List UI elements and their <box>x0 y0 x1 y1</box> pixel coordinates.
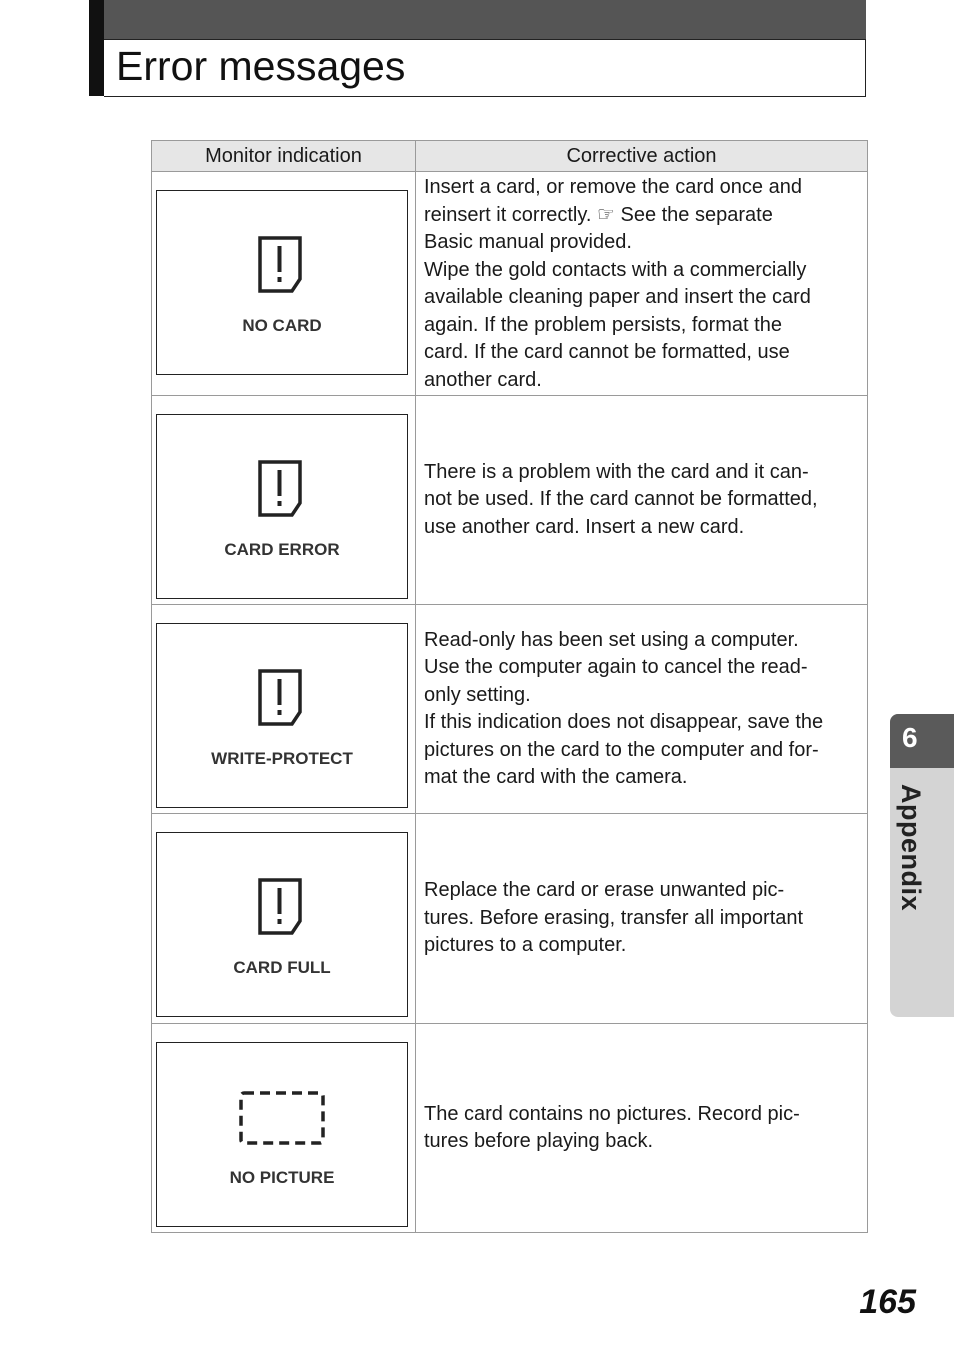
action-line: If this indication does not disappear, save the <box>424 711 824 733</box>
monitor-cell <box>152 172 416 396</box>
table-row <box>152 1024 868 1233</box>
action-line: another card. <box>424 368 542 391</box>
indication-label: CARD ERROR <box>224 540 340 559</box>
monitor-screen <box>156 623 408 808</box>
action-line: There is a problem with the card and it can- <box>424 460 809 483</box>
title-box <box>104 39 866 97</box>
chapter-side-tab[interactable] <box>890 714 954 1017</box>
title-header-bar <box>104 0 866 39</box>
monitor-cell <box>152 605 416 814</box>
table-row <box>152 605 868 814</box>
monitor-screen <box>156 832 408 1017</box>
action-cell <box>416 172 868 396</box>
monitor-cell <box>152 396 416 605</box>
action-line: use another card. Insert a new card. <box>424 515 745 538</box>
chapter-number: 6 <box>902 722 918 753</box>
action-line: Basic manual provided. <box>424 231 632 253</box>
monitor-cell <box>152 814 416 1024</box>
card-exclamation-icon <box>257 235 303 295</box>
indication-label: NO CARD <box>242 316 322 335</box>
monitor-screen <box>156 414 408 599</box>
title-accent-bar <box>89 0 104 96</box>
indication-label: WRITE-PROTECT <box>211 749 353 768</box>
action-line: Wipe the gold contacts with a commercially <box>424 258 807 281</box>
table-row <box>152 172 868 396</box>
monitor-screen <box>156 1042 408 1227</box>
column-header-monitor: Monitor indication <box>152 141 416 172</box>
action-line: card. If the card cannot be formatted, use <box>424 341 790 363</box>
card-exclamation-icon <box>257 668 303 728</box>
chapter-label: Appendix <box>896 784 926 912</box>
error-messages-table <box>151 140 868 1233</box>
action-line: not be used. If the card cannot be formatted, <box>424 488 818 511</box>
action-cell <box>416 396 868 605</box>
indication-label: CARD FULL <box>233 958 331 977</box>
monitor-screen <box>156 190 408 375</box>
indication-label: NO PICTURE <box>229 1168 335 1187</box>
action-line: tures before playing back. <box>424 1130 654 1152</box>
action-line: Use the computer again to cancel the read- <box>424 656 808 678</box>
action-line: Read-only has been set using a computer. <box>424 628 799 651</box>
column-header-action: Corrective action <box>416 141 868 172</box>
action-line: only setting. <box>424 683 531 706</box>
action-line: pictures on the card to the computer and for- <box>424 738 819 761</box>
action-line: Insert a card, or remove the card once and <box>424 176 802 198</box>
table-row <box>152 814 868 1024</box>
action-line: reinsert it correctly. ☞ See the separate <box>424 203 773 226</box>
action-line: tures. Before erasing, transfer all important <box>424 906 804 929</box>
table-row <box>152 396 868 605</box>
table-header-row <box>152 141 868 172</box>
chapter-number-box <box>890 714 954 768</box>
page-number: 165 <box>859 1283 916 1321</box>
action-line: Replace the card or erase unwanted pic- <box>424 879 785 902</box>
dashed-frame-icon <box>237 1089 329 1149</box>
title-block <box>89 0 866 96</box>
card-exclamation-icon <box>257 877 303 937</box>
action-line: mat the card with the camera. <box>424 766 688 788</box>
action-line: The card contains no pictures. Record pic- <box>424 1102 800 1125</box>
action-cell <box>416 1024 868 1233</box>
action-cell <box>416 814 868 1024</box>
action-line: again. If the problem persists, format the <box>424 313 782 336</box>
action-cell <box>416 605 868 814</box>
page-title: Error messages <box>116 43 406 89</box>
action-line: available cleaning paper and insert the card <box>424 286 811 308</box>
action-line: pictures to a computer. <box>424 934 627 957</box>
monitor-cell <box>152 1024 416 1233</box>
card-exclamation-icon <box>257 459 303 519</box>
